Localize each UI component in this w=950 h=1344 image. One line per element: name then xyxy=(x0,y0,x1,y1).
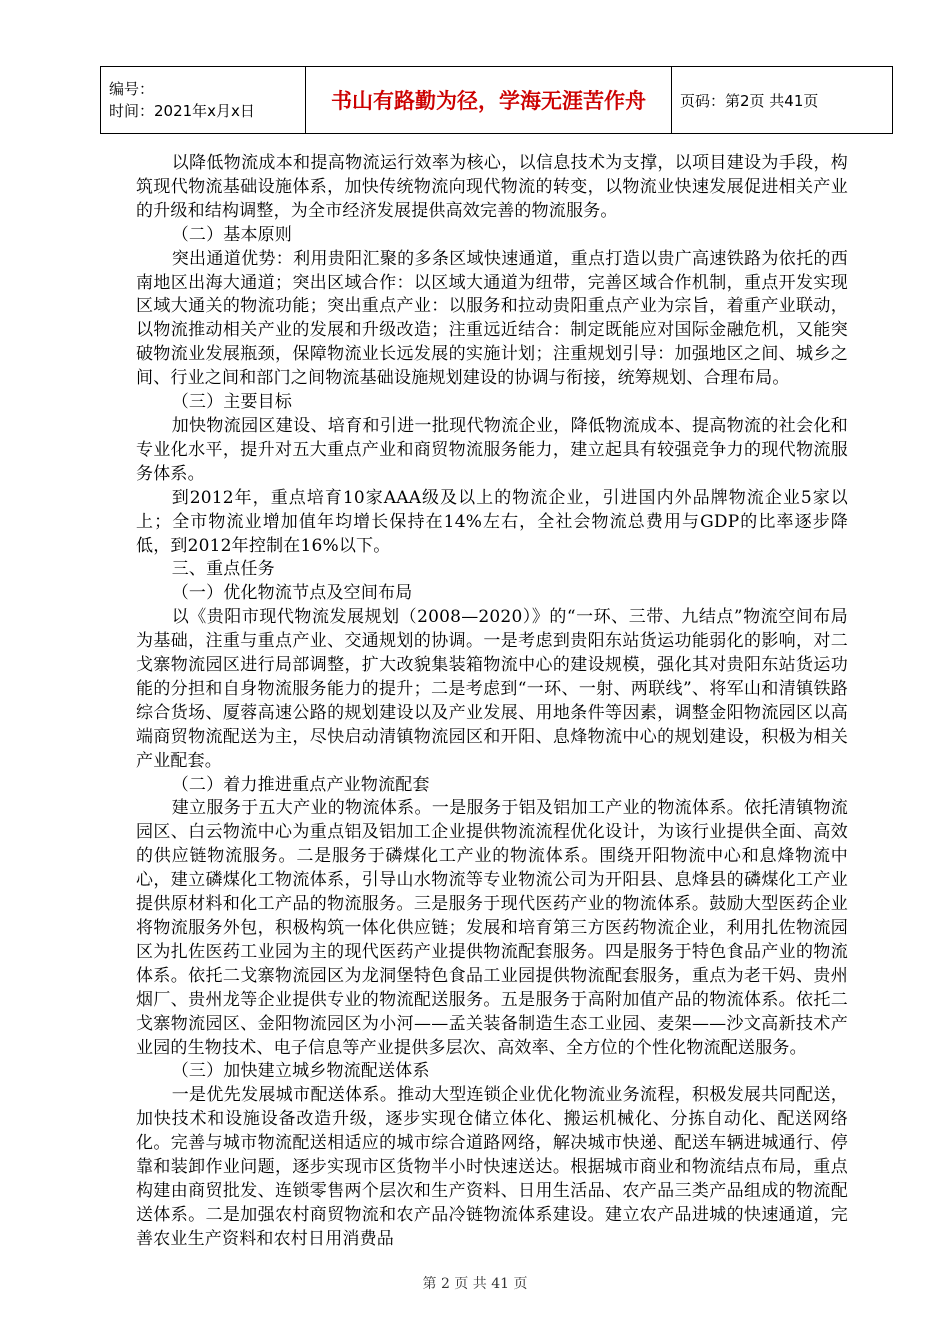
section-heading: （二）着力推进重点产业物流配套 xyxy=(171,774,430,795)
paragraph: 一是优先发展城市配送体系。推动大型连锁企业优化物流业务流程，积极发展共同配送，加快技术和设施设备改造升级，逐步实现仓储立体化、搬运机械化、分拣自动化、配送网络化。完善与城市物流配送相适应的城市综合道路网络，解决城市快递、配送车辆进城通行、停靠和装卸作业问题，逐步实现市区货物半小时快速送达。根据城市商业和物流结点布局，重点构建由商贸批发、连锁零售两个层次和生产资料、日用生活品、农产品三类产品组成的物流配送体系。二是加强农村商贸物流和农产品冷链物流体系建设。建立农产品进城的快速通道，完善农业生产资料和农村日用消费品 xyxy=(136,1085,848,1249)
header-slogan: 书山有路勤为径，学海无涯苦作舟 xyxy=(306,67,672,134)
document-number: 编号： xyxy=(109,80,155,98)
paragraph: 以降低物流成本和提高物流运行效率为核心，以信息技术为支撑，以项目建设为手段，构筑现代物流基础设施体系，加快传统物流向现代物流的转变，以物流业快速发展促进相关产业的升级和结构调整，为全市经济发展提供高效完善的物流服务。 xyxy=(136,153,848,221)
section-heading: （三）加快建立城乡物流配送体系 xyxy=(171,1061,430,1082)
section-heading: （二）基本原则 xyxy=(171,224,293,245)
section-heading: （一）优化物流节点及空间布局 xyxy=(171,583,413,604)
header-meta xyxy=(101,67,306,134)
page-footer: 第 2 页 共 41 页 xyxy=(422,1276,528,1292)
paragraph: 到2012年，重点培育10家AAA级及以上的物流企业，引进国内外品牌物流企业5家以上；全市物流业增加值年均增长保持在14%左右，全社会物流总费用与GDP的比率逐步降低，到2012年控制在16%以下。 xyxy=(136,487,848,556)
section-heading: 三、重点任务 xyxy=(171,559,275,580)
paragraph: 以《贵阳市现代物流发展规划（2008—2020）》的“一环、三带、九结点”物流空间布局为基础，注重与重点产业、交通规划的协调。一是考虑到贵阳东站货运功能弱化的影响，对二戈寨物流园区进行局部调整，扩大改貌集装箱物流中心的建设规模，强化其对贵阳东站货运功能的分担和自身物流服务能力的提升；二是考虑到“一环、一射、两联线”、将军山和清镇铁路综合货场、厦蓉高速公路的规划建设以及产业发展、用地条件等因素，调整金阳物流园区以高端商贸物流配送为主，尽快启动清镇物流园区和开阳、息烽物流中心的规划建设，积极为相关产业配套。 xyxy=(136,607,848,771)
paragraph: 建立服务于五大产业的物流体系。一是服务于铝及铝加工产业的物流体系。依托清镇物流园区、白云物流中心为重点铝及铝加工企业提供物流流程优化设计，为该行业提供全面、高效的供应链物流服务。二是服务于磷煤化工产业的物流体系。围绕开阳物流中心和息烽物流中心，建立磷煤化工物流体系，引导山水物流等专业物流公司为开阳县、息烽县的磷煤化工产业提供原材料和化工产品的物流服务。三是服务于现代医药产业的物流体系。鼓励大型医药企业将物流服务外包，积极构筑一体化供应链；发展和培育第三方医药物流企业，利用扎佐物流园区为扎佐医药工业园为主的现代医药产业提供物流配套服务。四是服务于特色食品产业的物流体系。依托二戈寨物流园区为龙洞堡特色食品工业园提供物流配套服务，重点为老干妈、贵州烟厂、贵州龙等企业提供专业的物流配送服务。五是服务于高附加值产品的物流体系。依托二戈寨物流园区、金阳物流园区为小河——孟关装备制造生态工业园、麦架——沙文高新技术产业园的生物技术、电子信息等产业提供多层次、高效率、全方位的个性化物流配送服务。 xyxy=(136,798,848,1058)
section-heading: （三）主要目标 xyxy=(171,392,293,413)
header-page-info: 页码：第2页 共41页 xyxy=(672,67,893,134)
document-date: 时间：2021年x月x日 xyxy=(109,102,255,120)
paragraph: 加快物流园区建设、培育和引进一批现代物流企业，降低物流成本、提高物流的社会化和专业化水平，提升对五大重点产业和商贸物流服务能力，建立起具有较强竞争力的现代物流服务体系。 xyxy=(136,415,848,484)
document-header xyxy=(100,66,893,134)
document-body xyxy=(136,152,848,1252)
paragraph: 突出通道优势：利用贵阳汇聚的多条区域快速通道，重点打造以贵广高速铁路为依托的西南地区出海大通道；突出区域合作：以区域大通道为纽带，完善区域合作机制，重点开发实现区域大通关的物流功能；突出重点产业：以服务和拉动贵阳重点产业为宗旨，着重产业联动，以物流推动相关产业的发展和升级改造；注重远近结合：制定既能应对国际金融危机，又能突破物流业发展瓶颈，保障物流业长远发展的实施计划；注重规划引导：加强地区之间、城乡之间、行业之间和部门之间物流基础设施规划建设的协调与衔接，统筹规划、合理布局。 xyxy=(136,248,848,389)
